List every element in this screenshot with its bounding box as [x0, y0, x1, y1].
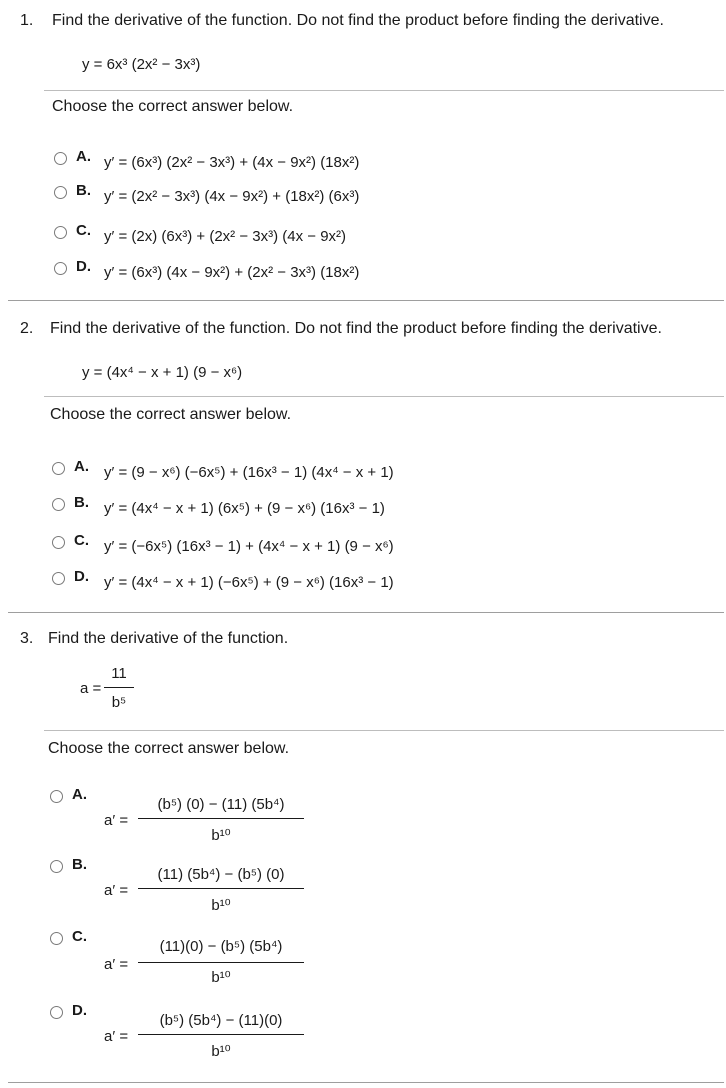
q3-letter-c: C.: [72, 928, 87, 945]
q3-denominator-b: b¹⁰: [211, 897, 231, 914]
q3-fraction-bar-d: [138, 1034, 304, 1035]
q3-function-denominator: b⁵: [111, 694, 127, 711]
q3-numerator-c: (11)(0) − (b⁵) (5b⁴): [159, 938, 283, 955]
q2-radio-d[interactable]: [52, 572, 65, 585]
q2-expr-b: y′ = (4x⁴ − x + 1) (6x⁵) + (9 − x⁶) (16x³ − 1): [104, 500, 385, 517]
q3-numerator-a: (b⁵) (0) − (11) (5b⁴): [157, 796, 285, 813]
q3-lhs-c: a′ =: [104, 956, 129, 973]
q3-fraction-bar-b: [138, 888, 304, 889]
q1-choose-text: Choose the correct answer below.: [52, 98, 294, 115]
q2-expr-c: y′ = (−6x⁵) (16x³ − 1) + (4x⁴ − x + 1) (9 − x⁶): [104, 538, 394, 555]
q1-function: y = 6x³ (2x² − 3x³): [82, 56, 201, 73]
q3-function-numerator: 11: [111, 665, 127, 682]
q1-prompt: Find the derivative of the function. Do not find the product before finding the derivative.: [52, 12, 664, 29]
q1-expr-d: y′ = (6x³) (4x − 9x²) + (2x² − 3x³) (18x²): [104, 264, 360, 281]
q2-letter-a: A.: [74, 458, 89, 475]
q3-number: 3.: [20, 630, 34, 647]
q1-expr-c: y′ = (2x) (6x³) + (2x² − 3x³) (4x − 9x²): [104, 228, 347, 245]
q3-prompt: Find the derivative of the function.: [48, 630, 289, 647]
q1-expr-b: y′ = (2x² − 3x³) (4x − 9x²) + (18x²) (6x³): [104, 188, 360, 205]
q3-radio-a[interactable]: [50, 790, 63, 803]
q1-radio-b[interactable]: [54, 186, 67, 199]
q3-radio-c[interactable]: [50, 932, 63, 945]
q3-letter-b: B.: [72, 856, 87, 873]
q3-letter-a: A.: [72, 786, 87, 803]
q2-expr-a: y′ = (9 − x⁶) (−6x⁵) + (16x³ − 1) (4x⁴ − x + 1): [104, 464, 394, 481]
q2-prompt: Find the derivative of the function. Do not find the product before finding the derivative.: [50, 320, 662, 337]
q1-letter-c: C.: [76, 222, 91, 239]
q3-lhs-d: a′ =: [104, 1028, 129, 1045]
q2-divider: [44, 396, 724, 397]
q2-letter-d: D.: [74, 568, 89, 585]
q3-fraction-bar-c: [138, 962, 304, 963]
q3-denominator-a: b¹⁰: [211, 827, 231, 844]
section-divider-1: [8, 300, 724, 301]
q2-number: 2.: [20, 320, 34, 337]
q3-numerator-b: (11) (5b⁴) − (b⁵) (0): [157, 866, 285, 883]
q2-choose-text: Choose the correct answer below.: [50, 406, 292, 423]
section-divider-3: [8, 1082, 724, 1083]
q1-letter-a: A.: [76, 148, 91, 165]
q3-fraction-bar-a: [138, 818, 304, 819]
q3-choose-text: Choose the correct answer below.: [48, 740, 290, 757]
q2-function: y = (4x⁴ − x + 1) (9 − x⁶): [82, 364, 243, 381]
q1-radio-a[interactable]: [54, 152, 67, 165]
q3-function-lhs: a =: [80, 680, 102, 697]
q2-letter-c: C.: [74, 532, 89, 549]
q3-radio-b[interactable]: [50, 860, 63, 873]
q1-letter-d: D.: [76, 258, 91, 275]
q2-radio-c[interactable]: [52, 536, 65, 549]
section-divider-2: [8, 612, 724, 613]
q3-radio-d[interactable]: [50, 1006, 63, 1019]
q1-radio-c[interactable]: [54, 226, 67, 239]
q1-radio-d[interactable]: [54, 262, 67, 275]
q3-denominator-c: b¹⁰: [211, 969, 231, 986]
q3-function-fraction-bar: [104, 687, 134, 688]
q3-divider: [44, 730, 724, 731]
q3-denominator-d: b¹⁰: [211, 1043, 231, 1060]
q1-divider: [44, 90, 724, 91]
q2-radio-a[interactable]: [52, 462, 65, 475]
q3-letter-d: D.: [72, 1002, 87, 1019]
q3-lhs-b: a′ =: [104, 882, 129, 899]
q3-numerator-d: (b⁵) (5b⁴) − (11)(0): [159, 1012, 283, 1029]
q1-letter-b: B.: [76, 182, 91, 199]
q1-expr-a: y′ = (6x³) (2x² − 3x³) + (4x − 9x²) (18x²): [104, 154, 360, 171]
q2-expr-d: y′ = (4x⁴ − x + 1) (−6x⁵) + (9 − x⁶) (16x³ − 1): [104, 574, 394, 591]
q1-number: 1.: [20, 12, 34, 29]
q3-lhs-a: a′ =: [104, 812, 129, 829]
q2-letter-b: B.: [74, 494, 89, 511]
q2-radio-b[interactable]: [52, 498, 65, 511]
